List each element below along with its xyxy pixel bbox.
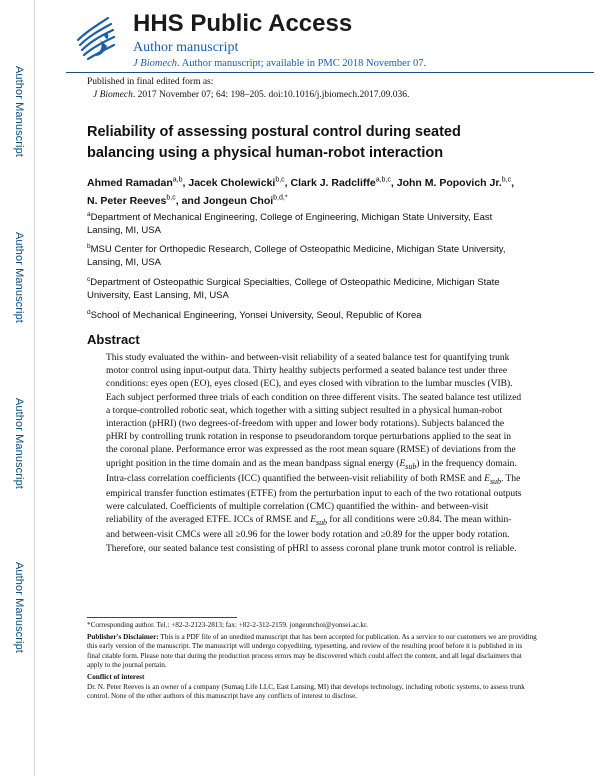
affiliation-text: Department of Mechanical Engineering, College of Engineering, Michigan State University, East Lansing, MI, USA	[87, 212, 493, 237]
footnotes	[87, 621, 537, 704]
esub-symbol: $E_{sub}$	[484, 473, 501, 486]
sidebar-label: Author Manuscript	[13, 398, 25, 489]
published-label: Published in final edited form as:	[87, 77, 214, 87]
publication-note	[87, 76, 409, 102]
author-name: Clark J. Radcliffe	[290, 176, 376, 189]
abstract-text: . The empirical transfer function estimates (ETFE) from the perturbation input to each of the two rotational outputs were calculated. Coefficients of multiple correlation (CMC) quantified the within- and between-visit reliability of the averaged ETFE. ICCs of RMSE and	[106, 473, 522, 526]
availability-line	[133, 58, 426, 69]
corresponding-author-note: *Corresponding author. Tel.: +82-2-2123-2813; fax: +82-2-312-2159. jongeunchoi@yonsei.ac.kr.	[87, 621, 368, 629]
header-rule	[66, 72, 594, 73]
hhs-header	[66, 10, 566, 70]
author-affiliation-mark: a,b	[172, 176, 183, 183]
journal-name: J Biomech	[133, 58, 178, 69]
citation-text: . 2017 November 07; 64: 198–205. doi:10.1016/j.jbiomech.2017.09.036.	[132, 90, 410, 100]
author	[87, 177, 188, 189]
affiliation	[87, 273, 527, 302]
author-separator: ,	[511, 176, 515, 189]
abstract-body	[106, 352, 524, 556]
esub-symbol: $E_{sub}$	[399, 458, 417, 471]
citation-journal: J Biomech	[93, 90, 133, 100]
disclaimer-label: Publisher's Disclaimer:	[87, 632, 159, 641]
conflict-text: Dr. N. Peter Reeves is an owner of a company (Sumaq Life LLC, East Lansing, MI) that develops technology, including robotic systems, to assess trunk control. None of the other authors of this manuscript have any conflicts of interest to disclose.	[87, 682, 525, 701]
affiliation-text: Department of Osteopathic Surgical Specialties, College of Osteopathic Medicine, Michigan State University, East Lansing, MI, USA	[87, 277, 500, 302]
availability-text: . Author manuscript; available in PMC 2018 November 07.	[177, 58, 427, 69]
hhs-public-access-title: HHS Public Access	[133, 10, 353, 37]
affiliation-mark: b	[87, 243, 91, 250]
author	[203, 195, 287, 207]
publisher-disclaimer	[87, 633, 537, 671]
affiliation-text: School of Mechanical Engineering, Yonsei University, Seoul, Republic of Korea	[90, 310, 422, 322]
author-separator: , and	[175, 195, 204, 207]
affiliation-text: MSU Center for Orthopedic Research, College of Osteopathic Medicine, Michigan State University, Lansing, MI, USA	[87, 244, 506, 269]
article-title: Reliability of assessing postural control during seated balancing using a physical human-robot interaction	[87, 124, 461, 161]
author-name: N. Peter Reeves	[87, 195, 167, 207]
author-name: Jacek Cholewicki	[188, 176, 276, 189]
affiliation	[87, 306, 527, 322]
affiliation	[87, 240, 527, 269]
affiliation	[87, 208, 527, 237]
author-name: Ahmed Ramadan	[87, 176, 173, 189]
author-affiliation-mark: b,c	[166, 194, 176, 202]
author-separator: ,	[284, 176, 291, 189]
footnote-rule	[87, 617, 237, 618]
abstract-text: ) in the frequency domain. Intra-class correlation coefficients (ICC) quantified the between-visit reliability of both RMSE and	[106, 458, 517, 484]
citation-line	[87, 89, 409, 102]
abstract-heading: Abstract	[87, 332, 140, 347]
author-separator: ,	[390, 176, 397, 189]
esub-symbol: $E_{sub}$	[310, 515, 328, 528]
affiliation-mark: c	[87, 276, 91, 283]
author-separator: ,	[182, 176, 189, 189]
author-list	[87, 172, 527, 209]
author-manuscript-sidebar	[0, 0, 35, 776]
hhs-eagle-logo-icon	[74, 10, 118, 64]
author-manuscript-label: Author manuscript	[133, 40, 239, 55]
author-affiliation-mark: b,d,*	[273, 194, 288, 202]
author	[87, 195, 203, 207]
conflict-heading: Conflict of interest	[87, 672, 145, 681]
author-affiliation-mark: b,c	[275, 176, 285, 183]
affiliation-mark: d	[87, 309, 91, 316]
sidebar-label: Author Manuscript	[13, 66, 25, 157]
author	[397, 177, 514, 189]
author-name: Jongeun Choi	[203, 195, 274, 207]
author	[188, 177, 290, 189]
abstract-text: for all conditions were ≥0.84. The mean within- and between-visit CMCs were all ≥0.96 for the lower body rotation and ≥0.89 for the upper body rotation. Therefore, our seated balance test consisting of pHRI to assess coronal plane trunk motor control is reliable.	[106, 515, 517, 554]
sidebar-label: Author Manuscript	[13, 232, 25, 323]
abstract-text: This study evaluated the within- and between-visit reliability of a seated balance test for quantifying trunk motor control using input-output data. Thirty healthy subjects performed a seated balance test under three conditions: eyes open (EO), eyes closed (EC), and eyes closed with vibration to the lumbar muscles (VIB). Each subject performed three trials of each condition on three different visits. The seated balance test utilized a torque-controlled robotic seat, which together with a sitting subject resulted in a physical human-robot interaction (pHRI) (two degrees-of-freedom with upper and lower body rotations). Subjects balanced the pHRI by controlling trunk rotation in response to pseudorandom torque perturbations applied to the seat in the coronal plane. Performance error was expressed as the root mean square (RMSE) of deviations from the upright position in the time domain and as the mean bandpass signal energy (	[106, 353, 522, 469]
author-affiliation-mark: b,c	[501, 176, 512, 183]
disclaimer-text: This is a PDF file of an unedited manuscript that has been accepted for publication. As a service to our customers we are providing this early version of the manuscript. The manuscript will undergo copyediting, typesetting, and review of the resulting proof before it is published in its final citable form. Please note that during the production process errors may be discovered which could affect the content, and all legal disclaimers that apply to the journal pertain.	[87, 632, 537, 670]
author	[291, 177, 397, 189]
sidebar-label: Author Manuscript	[13, 562, 25, 653]
affiliation-mark: a	[87, 211, 91, 218]
author-name: John M. Popovich Jr.	[396, 176, 502, 189]
author-affiliation-mark: a,b,c	[375, 176, 391, 183]
